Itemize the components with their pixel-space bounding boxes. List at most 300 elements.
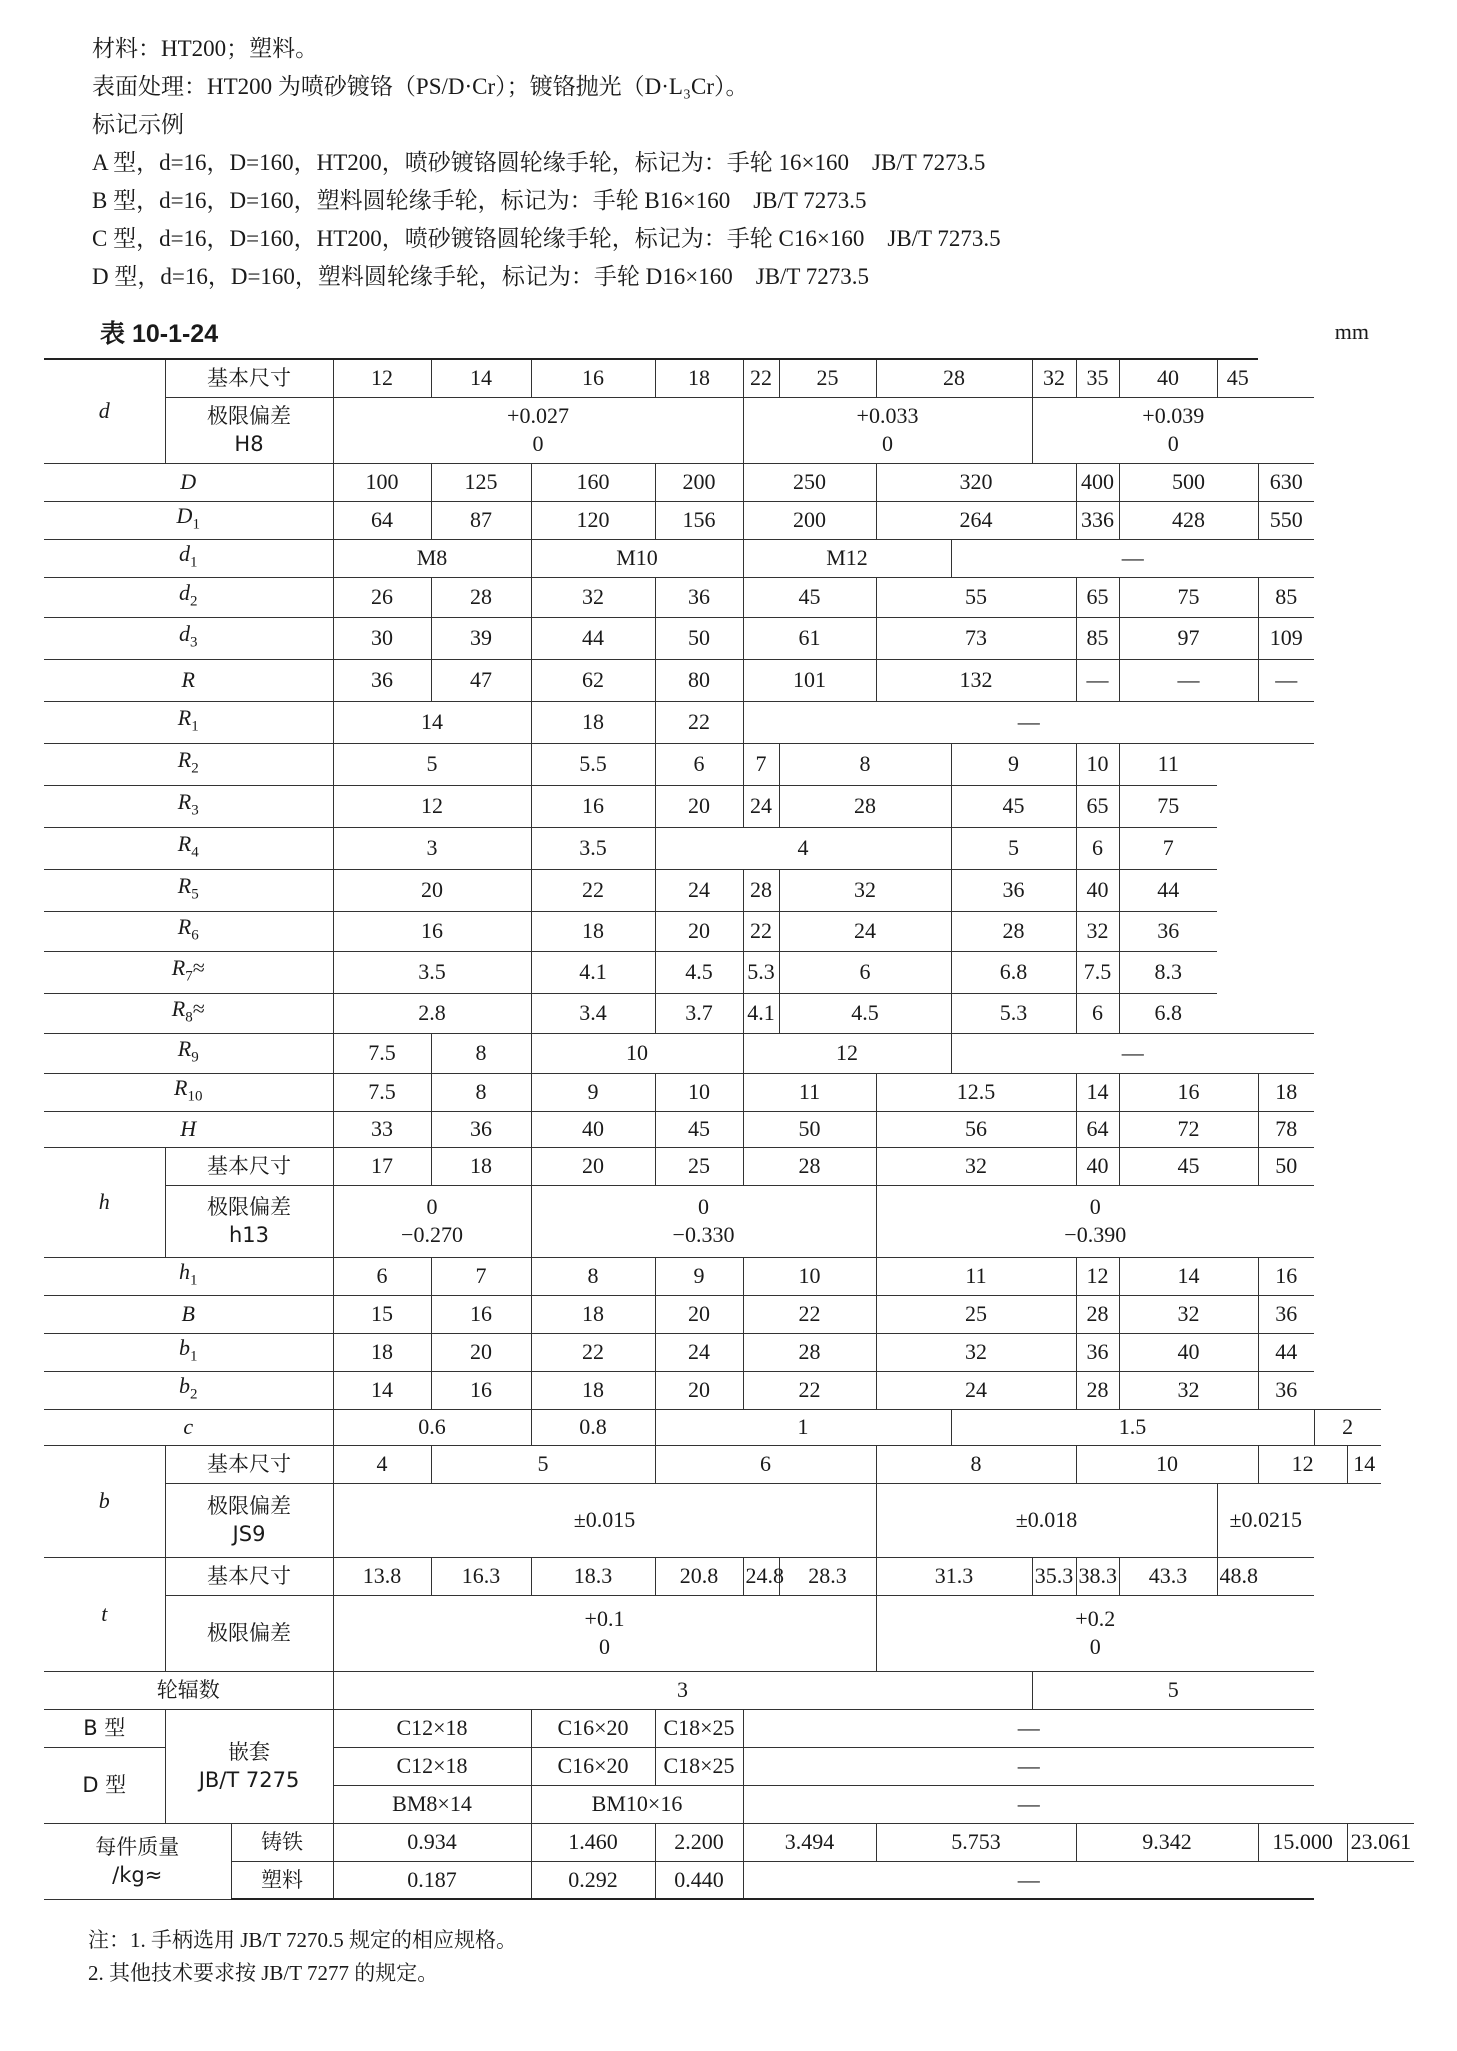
value-cell: C16×20 [531, 1747, 655, 1785]
row-H [44, 1111, 1414, 1147]
value-cell: 20 [655, 785, 743, 827]
value-cell: 428 [1119, 501, 1258, 539]
tolerance-cell [333, 397, 743, 463]
value-cell: BM8×14 [333, 1785, 531, 1823]
param-symbol: R [174, 1074, 188, 1100]
param-symbol: b [179, 1334, 190, 1360]
param-symbol: d [179, 620, 190, 646]
param-symbol: D [176, 502, 193, 528]
value-cell: 28 [876, 359, 1032, 397]
value-cell: 6.8 [1119, 993, 1217, 1033]
note-1: 注：1. 手柄选用 JB/T 7270.5 规定的相应规格。 [88, 1928, 517, 1952]
param-symbol: R [177, 746, 192, 772]
value-cell: 31.3 [876, 1557, 1032, 1595]
value-cell: BM10×16 [531, 1785, 743, 1823]
value-cell: 36 [1119, 911, 1217, 951]
value-cell: 0.934 [333, 1823, 531, 1861]
value-cell: 6 [333, 1257, 431, 1295]
row-R1 [44, 701, 1414, 743]
row-D1 [44, 501, 1414, 539]
value-cell: 25 [655, 1147, 743, 1185]
param-symbol: d [179, 540, 190, 566]
value-cell: 36 [1076, 1333, 1119, 1371]
value-cell: 109 [1258, 617, 1314, 659]
value-cell: 14 [1119, 1257, 1258, 1295]
value-cell: 11 [743, 1073, 876, 1111]
value-cell: 65 [1076, 785, 1119, 827]
value-cell: 24.8 [743, 1557, 779, 1595]
marking-example-c: C 型，d=16，D=160，HT200，喷砂镀铬圆轮缘手轮，标记为：手轮 C16×160 JB/T 7273.5 [92, 226, 1001, 251]
value-cell: 18 [1258, 1073, 1314, 1111]
value-cell: 7 [743, 743, 779, 785]
value-cell: 40 [1076, 869, 1119, 911]
tolerance-cell [876, 1185, 1314, 1257]
value-cell: 23.061 [1347, 1823, 1414, 1861]
value-cell: M10 [531, 539, 743, 577]
value-cell: 85 [1076, 617, 1119, 659]
value-cell: 6 [779, 951, 951, 993]
value-cell: 5 [431, 1445, 655, 1483]
param-symbol: d [98, 398, 110, 424]
row-c [44, 1409, 1414, 1445]
value-cell: 39 [431, 617, 531, 659]
row-label: 基本尺寸 [165, 1147, 333, 1185]
cell-line: 0 [426, 1194, 438, 1219]
value-cell: 7.5 [333, 1033, 431, 1073]
param-symbol: R [177, 788, 192, 814]
param-symbol: b [98, 1488, 110, 1513]
value-cell: 8 [531, 1257, 655, 1295]
param-symbol: R [177, 1035, 192, 1061]
cell-line: /kg≈ [112, 1863, 163, 1887]
param-symbol: R [177, 830, 192, 856]
value-cell: 45 [1217, 359, 1258, 397]
value-cell: — [951, 539, 1314, 577]
param-label: 轮辐数 [44, 1671, 333, 1709]
row-t-tol [44, 1595, 1414, 1671]
row-h-basic [44, 1147, 1414, 1185]
value-cell: 24 [743, 785, 779, 827]
value-cell: 7.5 [333, 1073, 431, 1111]
param-label [44, 659, 333, 701]
value-cell: 50 [1258, 1147, 1314, 1185]
cell-line: +0.2 [1075, 1606, 1116, 1631]
value-cell: 36 [1258, 1295, 1314, 1333]
row-d-basic [44, 359, 1414, 397]
param-subscript: 1 [192, 516, 200, 533]
value-cell: 28 [743, 1147, 876, 1185]
param-label [44, 1147, 165, 1257]
value-cell: 101 [743, 659, 876, 701]
value-cell: C18×25 [655, 1709, 743, 1747]
value-cell: 36 [431, 1111, 531, 1147]
value-cell: C18×25 [655, 1747, 743, 1785]
cell-line: −0.330 [672, 1222, 735, 1247]
param-symbol: h [179, 1258, 190, 1284]
value-cell: 250 [743, 463, 876, 501]
tolerance-cell [333, 1185, 531, 1257]
table-caption: 表 10-1-24 [100, 320, 219, 348]
param-subscript: 10 [187, 1088, 203, 1105]
value-cell: 50 [655, 617, 743, 659]
cell-line: 0 [1089, 1194, 1101, 1219]
value-cell: 64 [1076, 1111, 1119, 1147]
value-cell: — [743, 1861, 1314, 1899]
value-cell: 97 [1119, 617, 1258, 659]
value-cell: 3.5 [531, 827, 655, 869]
value-cell: 18 [655, 359, 743, 397]
value-cell: 5.5 [531, 743, 655, 785]
value-cell: 2.8 [333, 993, 531, 1033]
value-cell: 18 [333, 1333, 431, 1371]
cell-line: 0 [1167, 431, 1179, 456]
value-cell: 3 [333, 827, 531, 869]
value-cell: 28 [951, 911, 1076, 951]
value-cell: 45 [951, 785, 1076, 827]
value-cell: 10 [1076, 1445, 1258, 1483]
value-cell: 25 [779, 359, 876, 397]
param-label [44, 743, 333, 785]
value-cell: — [1258, 659, 1314, 701]
value-cell: 14 [1347, 1445, 1380, 1483]
value-cell: 14 [333, 1371, 431, 1409]
value-cell: 35 [1076, 359, 1119, 397]
value-cell: 32 [531, 577, 655, 617]
row-h-tol [44, 1185, 1414, 1257]
value-cell: 50 [743, 1111, 876, 1147]
cell-line: 嵌套 [228, 1740, 270, 1764]
value-cell: 22 [531, 1333, 655, 1371]
value-cell: 20 [333, 869, 531, 911]
cell-line: −0.270 [401, 1222, 463, 1247]
value-cell: 100 [333, 463, 431, 501]
tolerance-cell [743, 397, 1032, 463]
param-subscript: 4 [191, 844, 199, 861]
value-cell: 24 [876, 1371, 1076, 1409]
tolerance-cell: ±0.0215 [1217, 1483, 1314, 1557]
value-cell: 4.5 [779, 993, 951, 1033]
param-label [44, 785, 333, 827]
tolerance-cell [876, 1595, 1314, 1671]
value-cell: 22 [743, 1371, 876, 1409]
cell-line: 0 [1089, 1634, 1101, 1659]
value-cell: 3.5 [333, 951, 531, 993]
value-cell: 5 [333, 743, 531, 785]
param-label [44, 827, 333, 869]
value-cell: 32 [1032, 359, 1076, 397]
value-cell: 22 [655, 701, 743, 743]
value-cell: 0.8 [531, 1409, 655, 1445]
param-symbol: R [171, 995, 186, 1021]
value-cell: 62 [531, 659, 655, 701]
value-cell: 64 [333, 501, 431, 539]
row-label: 基本尺寸 [165, 1557, 333, 1595]
value-cell: — [951, 1033, 1314, 1073]
value-cell: 56 [876, 1111, 1076, 1147]
value-cell: 0.187 [333, 1861, 531, 1899]
tolerance-cell [333, 1595, 876, 1671]
value-cell: 20 [655, 1371, 743, 1409]
value-cell: 16 [333, 911, 531, 951]
value-cell: 4.1 [743, 993, 779, 1033]
param-symbol: R [177, 872, 192, 898]
param-label [44, 1409, 333, 1445]
cell-line: H8 [234, 432, 264, 456]
param-label [44, 1371, 333, 1409]
param-suffix: ≈ [192, 954, 205, 980]
value-cell: 72 [1119, 1111, 1258, 1147]
value-cell: 12.5 [876, 1073, 1076, 1111]
value-cell: 80 [655, 659, 743, 701]
row-h1 [44, 1257, 1414, 1295]
value-cell: 12 [1258, 1445, 1347, 1483]
param-subscript: 5 [191, 886, 199, 903]
marking-example-b: B 型，d=16，D=160，塑料圆轮缘手轮，标记为：手轮 B16×160 JB/T 7273.5 [92, 188, 867, 213]
value-cell: 9.342 [1076, 1823, 1258, 1861]
value-cell: 5 [951, 827, 1076, 869]
param-subscript: 2 [190, 593, 198, 610]
marking-example-d: D 型，d=16，D=160，塑料圆轮缘手轮，标记为：手轮 D16×160 JB/T 7273.5 [92, 264, 870, 289]
cell-line: 每件质量 [95, 1835, 180, 1859]
value-cell: 28 [431, 577, 531, 617]
value-cell: 9 [951, 743, 1076, 785]
value-cell: 13.8 [333, 1557, 431, 1595]
row-d3 [44, 617, 1414, 659]
value-cell: 630 [1258, 463, 1314, 501]
value-cell: 22 [743, 911, 779, 951]
param-symbol: R [181, 667, 195, 692]
param-label [44, 577, 333, 617]
spec-table [44, 358, 1414, 1900]
param-symbol: c [183, 1414, 194, 1439]
row-R3 [44, 785, 1414, 827]
value-cell: 16 [1258, 1257, 1314, 1295]
value-cell: 2.200 [655, 1823, 743, 1861]
value-cell: 28 [779, 785, 951, 827]
row-d2 [44, 577, 1414, 617]
value-cell: 40 [531, 1111, 655, 1147]
value-cell: 16 [431, 1295, 531, 1333]
param-subscript: 3 [190, 634, 198, 651]
value-cell: 1 [655, 1409, 951, 1445]
marking-example-a: A 型，d=16，D=160，HT200，喷砂镀铬圆轮缘手轮，标记为：手轮 16×160 JB/T 7273.5 [92, 150, 986, 175]
value-cell: C16×20 [531, 1709, 655, 1747]
value-cell: 10 [655, 1073, 743, 1111]
material-label: 铸铁 [231, 1823, 333, 1861]
cell-line: −0.390 [1064, 1222, 1127, 1247]
value-cell: 7 [431, 1257, 531, 1295]
row-label [165, 1185, 333, 1257]
value-cell: 38.3 [1076, 1557, 1119, 1595]
row-d-tol [44, 397, 1414, 463]
param-subscript: 1 [190, 1272, 198, 1289]
param-symbol: D [180, 469, 197, 494]
value-cell: 36 [951, 869, 1076, 911]
param-subscript: 3 [191, 802, 199, 819]
value-cell: 12 [333, 359, 431, 397]
tolerance-cell: ±0.015 [333, 1483, 876, 1557]
param-subscript: 9 [191, 1049, 199, 1066]
value-cell: 17 [333, 1147, 431, 1185]
param-symbol: R [177, 704, 192, 730]
value-cell: 15.000 [1258, 1823, 1347, 1861]
cell-line: +0.033 [856, 403, 919, 428]
value-cell: 8 [876, 1445, 1076, 1483]
value-cell: 264 [876, 501, 1076, 539]
value-cell: 24 [655, 1333, 743, 1371]
value-cell: 18 [531, 1371, 655, 1409]
param-subscript: 1 [190, 1348, 198, 1365]
row-mass-plastic [44, 1861, 1414, 1899]
row-label [165, 1483, 333, 1557]
value-cell: 5.3 [743, 951, 779, 993]
param-symbol: R [171, 954, 186, 980]
cell-line: 0 [882, 431, 893, 456]
value-cell: 28 [743, 869, 779, 911]
value-cell: 16 [1119, 1073, 1258, 1111]
value-cell: 44 [1119, 869, 1217, 911]
cell-line: +0.1 [584, 1606, 625, 1631]
value-cell: 9 [655, 1257, 743, 1295]
value-cell: — [743, 1785, 1314, 1823]
param-subscript: 1 [190, 554, 198, 571]
value-cell: 18.3 [531, 1557, 655, 1595]
cell-line: JS9 [232, 1522, 266, 1546]
value-cell: 4.1 [531, 951, 655, 993]
value-cell: 3.4 [531, 993, 655, 1033]
value-cell: 28 [1076, 1371, 1119, 1409]
cell-line: 极限偏差 [207, 1494, 291, 1518]
param-symbol: t [101, 1601, 108, 1626]
param-label [44, 1073, 333, 1111]
value-cell: 14 [333, 701, 531, 743]
value-cell: 36 [655, 577, 743, 617]
param-label [44, 1333, 333, 1371]
value-cell: 33 [333, 1111, 431, 1147]
value-cell: 8 [779, 743, 951, 785]
value-cell: 0.6 [333, 1409, 531, 1445]
marking-example-heading: 标记示例 [92, 112, 184, 137]
value-cell: 32 [1119, 1295, 1258, 1333]
param-subscript: 8 [185, 1009, 193, 1026]
value-cell: 36 [1258, 1371, 1314, 1409]
intro-text [92, 30, 1001, 296]
param-label [44, 911, 333, 951]
value-cell: 45 [743, 577, 876, 617]
row-R5 [44, 869, 1414, 911]
value-cell: 132 [876, 659, 1076, 701]
value-cell: 3 [333, 1671, 1032, 1709]
value-cell: 8.3 [1119, 951, 1217, 993]
value-cell: 22 [743, 359, 779, 397]
value-cell: 55 [876, 577, 1076, 617]
material-line: 材料：HT200；塑料。 [92, 36, 319, 61]
row-R7 [44, 951, 1414, 993]
param-symbol: R [177, 913, 192, 939]
cell-line: 极限偏差 [207, 404, 291, 428]
value-cell: 12 [333, 785, 531, 827]
value-cell: 12 [1076, 1257, 1119, 1295]
value-cell: 20 [655, 1295, 743, 1333]
note-2: 2. 其他技术要求按 JB/T 7277 的规定。 [88, 1961, 439, 1985]
value-cell: 16 [431, 1371, 531, 1409]
value-cell: 2 [1314, 1409, 1381, 1445]
value-cell: C12×18 [333, 1709, 531, 1747]
value-cell: — [1119, 659, 1258, 701]
row-label: 基本尺寸 [165, 1445, 333, 1483]
table-unit: mm [1334, 319, 1369, 344]
value-cell: 28.3 [779, 1557, 876, 1595]
param-symbol: B [181, 1301, 195, 1326]
value-cell: M8 [333, 539, 531, 577]
value-cell: 550 [1258, 501, 1314, 539]
value-cell: 1.460 [531, 1823, 655, 1861]
value-cell: — [743, 701, 1314, 743]
row-b1 [44, 1333, 1414, 1371]
value-cell: 10 [1076, 743, 1119, 785]
value-cell: 12 [743, 1033, 951, 1073]
value-cell: 336 [1076, 501, 1119, 539]
row-label: 极限偏差 [165, 1595, 333, 1671]
param-label [44, 1111, 333, 1147]
value-cell: 16 [531, 785, 655, 827]
value-cell: 75 [1119, 785, 1217, 827]
table-notes [88, 1924, 517, 1990]
value-cell: 11 [876, 1257, 1076, 1295]
tolerance-cell [531, 1185, 876, 1257]
value-cell: 16.3 [431, 1557, 531, 1595]
value-cell: 48.8 [1217, 1557, 1258, 1595]
value-cell: 75 [1119, 577, 1258, 617]
value-cell: 26 [333, 577, 431, 617]
value-cell: 28 [1076, 1295, 1119, 1333]
value-cell: 6 [655, 743, 743, 785]
value-cell: M12 [743, 539, 951, 577]
value-cell: 200 [655, 463, 743, 501]
surface-treatment-line: 表面处理：HT200 为喷砂镀铬（PS/D·Cr）；镀铬抛光（D·L₃Cr）。 [92, 74, 749, 99]
cell-line: 极限偏差 [207, 1195, 291, 1219]
cell-line: 0 [599, 1634, 610, 1659]
value-cell: 32 [876, 1333, 1076, 1371]
value-cell: 18 [531, 701, 655, 743]
value-cell: 16 [531, 359, 655, 397]
value-cell: 156 [655, 501, 743, 539]
value-cell: 40 [1076, 1147, 1119, 1185]
value-cell: 5.753 [876, 1823, 1076, 1861]
param-label [44, 1557, 165, 1671]
row-label: 基本尺寸 [165, 359, 333, 397]
value-cell: 32 [779, 869, 951, 911]
param-label [44, 951, 333, 993]
value-cell: 28 [743, 1333, 876, 1371]
value-cell: 65 [1076, 577, 1119, 617]
cell-line: +0.027 [507, 403, 569, 428]
value-cell: 30 [333, 617, 431, 659]
value-cell: 20 [431, 1333, 531, 1371]
row-label [165, 397, 333, 463]
row-b-tol [44, 1483, 1414, 1557]
value-cell: 32 [1076, 911, 1119, 951]
value-cell: 9 [531, 1073, 655, 1111]
value-cell: — [743, 1747, 1314, 1785]
param-label [44, 1033, 333, 1073]
value-cell: 125 [431, 463, 531, 501]
cell-line: +0.039 [1142, 403, 1205, 428]
tolerance-cell: ±0.018 [876, 1483, 1217, 1557]
tolerance-cell [1032, 397, 1314, 463]
row-R4 [44, 827, 1414, 869]
type-label: B 型 [44, 1709, 165, 1747]
